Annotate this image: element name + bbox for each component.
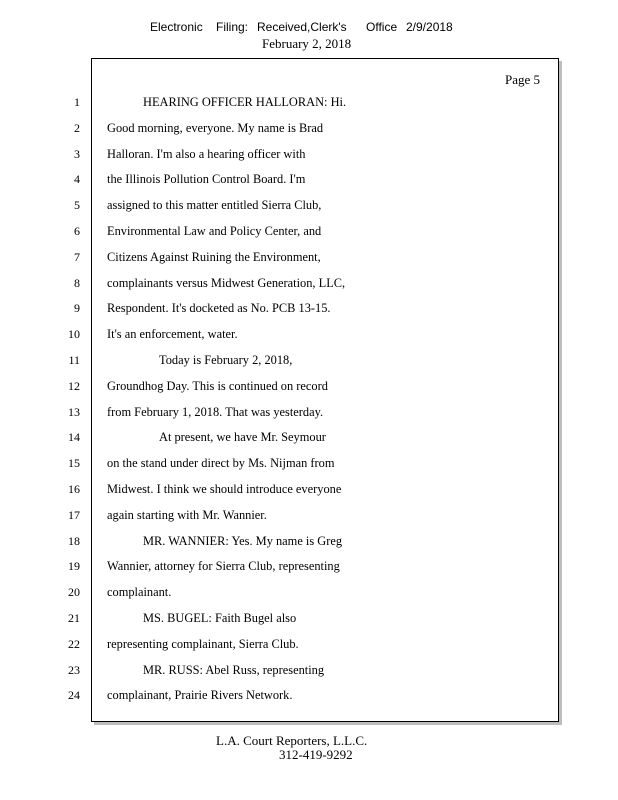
- line-text: again starting with Mr. Wannier.: [107, 507, 267, 522]
- line-number: 22: [68, 636, 80, 651]
- line-text: At present, we have Mr. Seymour: [159, 430, 326, 445]
- line-number: 15: [68, 456, 80, 471]
- transcript-line: [0, 606, 618, 632]
- line-number: 23: [68, 662, 80, 677]
- transcript-line: [0, 271, 618, 297]
- line-text: Midwest. I think we should introduce everyone: [107, 481, 342, 496]
- line-text: HEARING OFFICER HALLORAN: Hi.: [143, 95, 347, 109]
- transcript-lines: [0, 90, 618, 709]
- court-reporter-name: L.A. Court Reporters, L.L.C.: [216, 733, 368, 748]
- line-number: 12: [68, 378, 80, 393]
- line-text: assigned to this matter entitled Sierra Club,: [107, 198, 322, 213]
- transcript-line: [0, 658, 618, 684]
- transcript-line: [0, 245, 618, 271]
- transcript-date: February 2, 2018: [262, 36, 352, 51]
- transcript-line: [0, 451, 618, 477]
- line-text: MR. WANNIER: Yes. My name is Greg: [143, 533, 343, 548]
- stamp-word-electronic: Electronic: [150, 20, 203, 34]
- line-text: complainant, Prairie Rivers Network.: [107, 688, 293, 703]
- transcript-line: [0, 425, 618, 451]
- transcript-line: [0, 142, 618, 168]
- line-number: 19: [68, 559, 80, 574]
- transcript-line: [0, 167, 618, 193]
- line-text: representing complainant, Sierra Club.: [107, 636, 299, 651]
- line-number: 5: [74, 198, 80, 213]
- line-number: 14: [68, 430, 80, 445]
- line-text: complainants versus Midwest Generation, LLC,: [107, 275, 346, 290]
- line-text: Today is February 2, 2018,: [159, 352, 293, 367]
- transcript-line: [0, 529, 618, 555]
- line-number: 18: [68, 533, 80, 548]
- transcript-line: [0, 296, 618, 322]
- line-text: Groundhog Day. This is continued on record: [107, 378, 328, 393]
- line-number: 13: [68, 404, 80, 419]
- transcript-line: [0, 219, 618, 245]
- stamp-word-filing: Filing:: [216, 20, 249, 34]
- line-number: 21: [68, 610, 80, 625]
- line-text: It's an enforcement, water.: [107, 327, 238, 342]
- line-text: on the stand under direct by Ms. Nijman from: [107, 456, 335, 471]
- line-number: 17: [68, 507, 80, 522]
- line-text: Environmental Law and Policy Center, and: [107, 223, 322, 238]
- line-text: MR. RUSS: Abel Russ, representing: [143, 662, 325, 677]
- line-number: 16: [68, 481, 80, 496]
- line-text: from February 1, 2018. That was yesterday.: [107, 404, 324, 419]
- transcript-line: [0, 683, 618, 709]
- transcript-line: [0, 193, 618, 219]
- transcript-line: [0, 477, 618, 503]
- line-text: Halloran. I'm also a hearing officer with: [107, 146, 306, 161]
- page-number: Page 5: [504, 72, 540, 87]
- line-number: 20: [68, 585, 80, 600]
- line-text: Citizens Against Ruining the Environment,: [107, 249, 321, 264]
- filing-stamp: [0, 20, 618, 36]
- line-number: 2: [74, 120, 80, 135]
- transcript-line: [0, 503, 618, 529]
- line-number: 3: [74, 146, 80, 161]
- transcript-line: [0, 348, 618, 374]
- line-text: Good morning, everyone. My name is Brad: [107, 120, 324, 135]
- line-number: 4: [74, 172, 80, 187]
- line-text: complainant.: [107, 585, 172, 600]
- line-number: 24: [68, 688, 80, 703]
- transcript-line: [0, 116, 618, 142]
- line-number: 9: [74, 301, 80, 316]
- line-number: 6: [74, 223, 80, 238]
- transcript-line: [0, 580, 618, 606]
- stamp-word-date: 2/9/2018: [406, 20, 453, 34]
- line-text: MS. BUGEL: Faith Bugel also: [143, 610, 297, 625]
- court-reporter-phone: 312-419-9292: [279, 747, 353, 762]
- line-number: 7: [74, 249, 80, 264]
- transcript-line: [0, 400, 618, 426]
- transcript-line: [0, 90, 618, 116]
- line-text: the Illinois Pollution Control Board. I'm: [107, 172, 306, 187]
- line-text: Wannier, attorney for Sierra Club, representing: [107, 559, 340, 574]
- transcript-line: [0, 554, 618, 580]
- line-number: 8: [74, 275, 80, 290]
- transcript-line: [0, 322, 618, 348]
- transcript-line: [0, 632, 618, 658]
- stamp-word-office: Office: [366, 20, 398, 34]
- stamp-word-received: Received,Clerk's: [257, 20, 347, 34]
- line-number: 1: [74, 95, 80, 109]
- transcript-line: [0, 374, 618, 400]
- line-text: Respondent. It's docketed as No. PCB 13-15.: [107, 301, 331, 316]
- line-number: 11: [68, 352, 80, 367]
- line-number: 10: [68, 327, 80, 342]
